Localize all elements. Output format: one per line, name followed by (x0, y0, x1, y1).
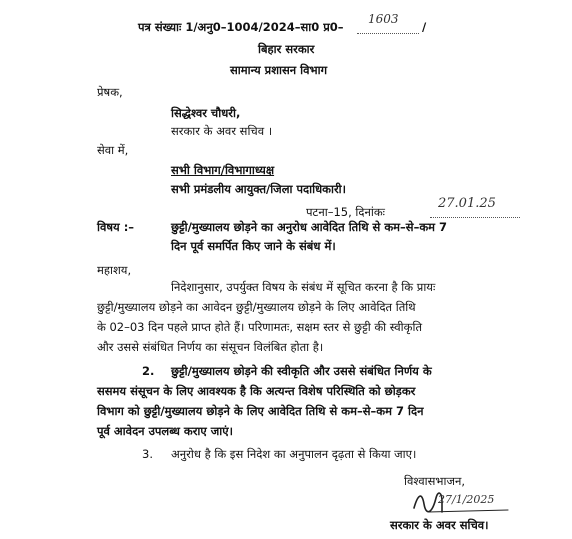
recipient-line-2: सभी प्रमंडलीय आयुक्त/जिला पदाधिकारी। (171, 182, 347, 196)
para-1-line-2: छुट्टी/मुख्यालय छोड़ने का आवेदन छुट्टी/मुख्यालय छोड़ने के लिए आवेदित तिथि (97, 300, 416, 314)
subject-line-2: दिन पूर्व समर्पित किए जाने के संबंध में। (171, 239, 336, 253)
salutation: महाशय, (97, 263, 132, 277)
para-1-line-4: और उससे संबंधित निर्णय का संसूचन विलंबित होता है। (97, 340, 324, 354)
sender-name: सिद्धेश्वर चौधरी, (171, 106, 241, 120)
closing-designation: सरकार के अवर सचिव। (390, 518, 489, 532)
para-1-line-1: निदेशानुसार, उपर्युक्त विषय के संबंध में सूचित करना है कि प्रायः (171, 280, 436, 294)
letter-number (138, 20, 344, 35)
subject-line-1: छुट्टी/मुख्यालय छोड़ने का अनुरोध आवेदित तिथि से कम–से–कम 7 (171, 220, 448, 234)
letter-number-prefix: पत्र संख्याः 1/अनु0–1004/2024–सा0 प्र0– (138, 20, 344, 34)
subject-label: विषय :– (97, 220, 135, 234)
recipient-label: सेवा में, (97, 143, 129, 157)
para-2-line-1: छुट्टी/मुख्यालय छोड़ने की स्वीकृति और उससे संबंधित निर्णय के (171, 364, 432, 378)
closing-yours: विश्वासभाजन, (404, 474, 466, 488)
para-2-number: 2. (142, 364, 155, 378)
para-2-line-3: विभाग को छुट्टी/मुख्यालय छोड़ने के लिए आवेदित तिथि से कम–से–कम 7 दिन (97, 404, 424, 418)
letter-number-dotted-line (357, 33, 419, 34)
para-1-line-3: के 02–03 दिन पहले प्राप्त होते हैं। परिणामतः, सक्षम स्तर से छुट्टी की स्वीकृति (97, 320, 423, 334)
government-name: बिहार सरकार (258, 42, 315, 56)
para-3-text: अनुरोध है कि इस निदेश का अनुपालन दृढ़ता से किया जाए। (171, 447, 417, 461)
para-2-line-2: ससमय संसूचन के लिए आवश्यक है कि अत्यन्त विशेष परिस्थिति को छोड़कर (97, 384, 416, 398)
signature-date-handwritten: 27/1/2025 (438, 493, 495, 506)
para-3-number: 3. (142, 447, 153, 461)
letter-number-suffix: / (422, 20, 427, 34)
letter-number-handwritten: 1603 (368, 12, 399, 26)
para-2-line-4: पूर्व आवेदन उपलब्ध कराए जाएं। (97, 424, 233, 438)
recipient-line-1: सभी विभाग/विभागाध्यक्ष (171, 163, 275, 177)
sender-label: प्रेषक, (97, 85, 123, 99)
place-date-label: पटना–15, दिनांकः (306, 205, 385, 219)
department-name: सामान्य प्रशासन विभाग (230, 63, 328, 77)
date-dotted-line (430, 217, 520, 218)
sender-designation: सरकार के अवर सचिव । (171, 124, 273, 138)
date-handwritten: 27.01.25 (438, 196, 496, 211)
